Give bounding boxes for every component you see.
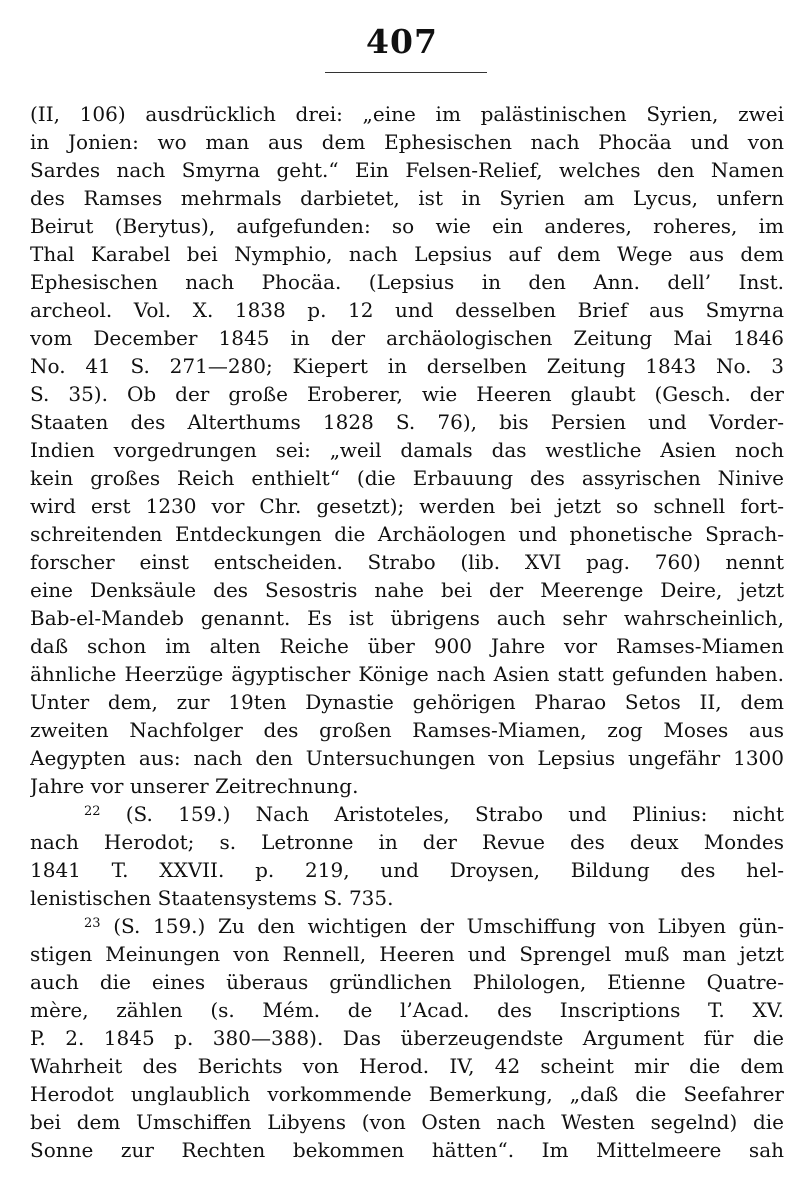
footnote-number: 22 — [84, 804, 101, 819]
text-line: nach Herodot; s. Letronne in der Revue des deux Mondes — [30, 830, 784, 854]
text-line: Thal Karabel bei Nymphio, nach Lepsius auf dem Wege aus dem — [30, 242, 784, 266]
text-line: Indien vorgedrungen sei: „weil damals das westliche Asien noch — [30, 438, 784, 462]
text-line: forscher einst entscheiden. Strabo (lib. XVI pag. 760) nennt — [30, 550, 784, 574]
footnote-text: (S. 159.) Nach Aristoteles, Strabo und Plinius: nicht — [125, 802, 784, 826]
text-line: Bab-el-Mandeb genannt. Es ist übrigens auch sehr wahrscheinlich, — [30, 606, 784, 630]
text-line: Unter dem, zur 19ten Dynastie gehörigen Pharao Setos II, dem — [30, 690, 784, 714]
text-line: eine Denksäule des Sesostris nahe bei der Meerenge Deire, jetzt — [30, 578, 784, 602]
text-line: Beirut (Berytus), aufgefunden: so wie ein anderes, roheres, im — [30, 214, 784, 238]
text-line: 1841 T. XXVII. p. 219, und Droysen, Bildung des hel- — [30, 858, 784, 882]
footnote-23-line — [30, 912, 784, 940]
text-line: zweiten Nachfolger des großen Ramses-Miamen, zog Moses aus — [30, 718, 784, 742]
text-line: Sardes nach Smyrna geht.“ Ein Felsen-Relief, welches den Namen — [30, 158, 784, 182]
text-line: in Jonien: wo man aus dem Ephesischen nach Phocäa und von — [30, 130, 784, 154]
text-line: kein großes Reich enthielt“ (die Erbauung des assyrischen Ninive — [30, 466, 784, 490]
text-line: Wahrheit des Berichts von Herod. IV, 42 scheint mir die dem — [30, 1054, 784, 1078]
text-line: Aegypten aus: nach den Untersuchungen von Lepsius ungefähr 1300 — [30, 746, 784, 770]
text-line: Sonne zur Rechten bekommen hätten“. Im Mittelmeere sah — [30, 1138, 784, 1162]
text-line: Ephesischen nach Phocäa. (Lepsius in den Ann. dell’ Inst. — [30, 270, 784, 294]
footnote-text: (S. 159.) Zu den wichtigen der Umschiffung von Libyen gün- — [113, 914, 784, 938]
page-number: 407 — [366, 22, 438, 61]
text-line: mère, zählen (s. Mém. de l’Acad. des Inscriptions T. XV. — [30, 998, 784, 1022]
text-line: (II, 106) ausdrücklich drei: „eine im palästinischen Syrien, zwei — [30, 102, 784, 126]
footnote-22-line — [30, 800, 784, 828]
text-line: ähnliche Heerzüge ägyptischer Könige nach Asien statt gefunden haben. — [30, 662, 784, 686]
text-line: archeol. Vol. X. 1838 p. 12 und desselben Brief aus Smyrna — [30, 298, 784, 322]
text-line: stigen Meinungen von Rennell, Heeren und Sprengel muß man jetzt — [30, 942, 784, 966]
footnote-number: 23 — [84, 916, 101, 931]
text-line: vom December 1845 in der archäologischen Zeitung Mai 1846 — [30, 326, 784, 350]
text-line: S. 35). Ob der große Eroberer, wie Heeren glaubt (Gesch. der — [30, 382, 784, 406]
body-text — [30, 100, 784, 1164]
text-line: bei dem Umschiffen Libyens (von Osten nach Westen segelnd) die — [30, 1110, 784, 1134]
text-line: auch die eines überaus gründlichen Philologen, Etienne Quatre- — [30, 970, 784, 994]
text-line: lenistischen Staatensystems S. 735. — [30, 886, 394, 910]
text-line: daß schon im alten Reiche über 900 Jahre vor Ramses-Miamen — [30, 634, 784, 658]
text-line: des Ramses mehrmals darbietet, ist in Syrien am Lycus, unfern — [30, 186, 784, 210]
text-line: wird erst 1230 vor Chr. gesetzt); werden bei jetzt so schnell fort- — [30, 494, 784, 518]
text-line: Herodot unglaublich vorkommende Bemerkung, „daß die Seefahrer — [30, 1082, 784, 1106]
text-line: Jahre vor unserer Zeitrechnung. — [30, 774, 359, 798]
text-line: Staaten des Alterthums 1828 S. 76), bis Persien und Vorder- — [30, 410, 784, 434]
text-line: No. 41 S. 271—280; Kiepert in derselben Zeitung 1843 No. 3 — [30, 354, 784, 378]
header-rule — [325, 72, 487, 73]
text-line: P. 2. 1845 p. 380—388). Das überzeugendste Argument für die — [30, 1026, 784, 1050]
text-line: schreitenden Entdeckungen die Archäologen und phonetische Sprach- — [30, 522, 784, 546]
